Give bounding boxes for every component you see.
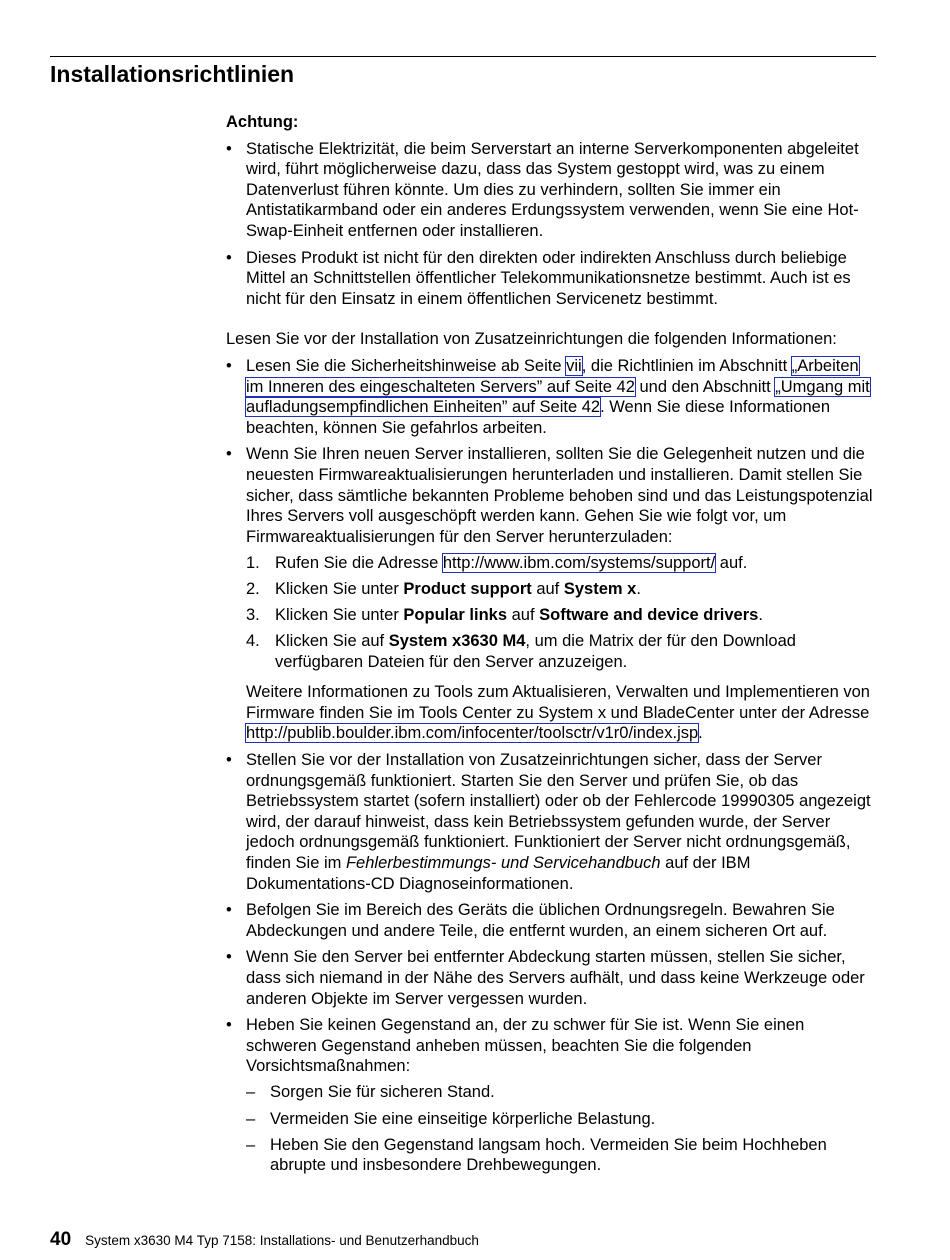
firmware-step: 2. Klicken Sie unter Product support auf System x. [246,579,641,598]
guideline-item-firmware: • Wenn Sie Ihren neuen Server installieren, sollten Sie die Gelegenheit nutzen und die neuesten Firmwareaktualisierungen herunterladen und installieren. Damit stellen Sie sicher, dass sämtliche bekannten Probleme behoben sind und das Leistungspotenzial Ihres Servers voll ausgeschöpft werden kann. Gehen Sie wie folgt vor, um Firmwareaktualisierungen für den Server herunterzuladen: 1. Rufen Sie die Adresse http://www.ibm.com/systems/support/ auf. 2. Klicken Sie unter Product support auf System x. 3. Klicken Sie unter Popular links auf Software and device drivers. 4. Klicken Sie auf System x3630 M4, um die Matrix der für den Download verfügbaren Dateien für den Server anzuzeigen. Weitere Informationen zu Tools zum Aktualisieren, Verwalten und Implementieren von Firmware finden Sie im Tools Center zu System x und BladeCenter unter der Adresse http://publib.boulder.ibm.com/infocenter/toolsctr/v1r0/index.jsp. [226,444,878,744]
guideline-item-verify-server: • Stellen Sie vor der Installation von Zusatzeinrichtungen sicher, dass der Server ordnungsgemäß funktioniert. Starten Sie den Server und prüfen Sie, ob das Betriebssystem startet (sofern installiert) oder ob der Fehlercode 19990305 angezeigt wird, der darauf hinweist, dass kein Betriebssystem gefunden wurde, der Server jedoch ordnungsgemäß funktioniert. Funktioniert der Server nicht ordnungsgemäß, finden Sie im Fehlerbestimmungs- und Servicehandbuch auf der IBM Dokumentations-CD Diagnoseinformationen. [226,750,878,894]
firmware-step: 3. Klicken Sie unter Popular links auf Software and device drivers. [246,605,763,624]
intro-paragraph: Lesen Sie vor der Installation von Zusatzeinrichtungen die folgenden Informationen: [226,330,837,349]
main-content [226,112,878,1176]
header-rule [50,56,876,57]
guideline-item-cover-removed: • Wenn Sie den Server bei entfernter Abdeckung starten müssen, stellen Sie sicher, dass sich niemand in der Nähe des Servers aufhält, und dass keine Werkzeuge oder anderen Objekte im Server vergessen wurden. [226,947,878,1009]
lifting-precaution: – Vermeiden Sie eine einseitige körperliche Belastung. [246,1109,878,1130]
firmware-step: 1. Rufen Sie die Adresse http://www.ibm.com/systems/support/ auf. [246,553,748,572]
ibm-support-link[interactable]: http://www.ibm.com/systems/support/ [442,553,716,572]
firmware-step: 4. Klicken Sie auf System x3630 M4, um die Matrix der für den Download verfügbaren Dateien für den Server anzuzeigen. [246,632,796,671]
static-sensitive-devices-link[interactable]: „Umgang mit aufladungsempfindlichen Einheiten” auf Seite 42 [246,377,870,417]
guideline-item-housekeeping: • Befolgen Sie im Bereich des Geräts die üblichen Ordnungsregeln. Bewahren Sie Abdeckungen und andere Teile, die entfernt wurden, an einem sicheren Ort auf. [226,900,878,941]
tools-center-paragraph: Weitere Informationen zu Tools zum Aktualisieren, Verwalten und Implementieren von Firmware finden Sie im Tools Center zu System x und BladeCenter unter der Adresse http://publib.boulder.ibm.com/infocenter/toolsctr/v1r0/index.jsp. [246,683,870,743]
firmware-steps [246,553,878,672]
page-title: Installationsrichtlinien [50,61,295,87]
page-footer [50,1230,479,1252]
working-inside-server-link[interactable]: „Arbeiten im Inneren des eingeschalteten Servers” auf Seite 42 [246,356,859,396]
guideline-item-safety: • Lesen Sie die Sicherheitshinweise ab Seite vii, die Richtlinien im Abschnitt „Arbeiten im Inneren des eingeschalteten Servers” auf Seite 42 und den Abschnitt „Umgang mit aufladungsempfindlichen Einheiten” auf Seite 42. Wenn Sie diese Informationen beachten, können Sie gefahrlos arbeiten. [226,356,878,438]
lifting-precaution: – Heben Sie den Gegenstand langsam hoch. Vermeiden Sie beim Hochheben abrupte und insbesondere Drehbewegungen. [246,1135,878,1176]
guideline-item-lifting: • Heben Sie keinen Gegenstand an, der zu schwer für Sie ist. Wenn Sie einen schweren Gegenstand anheben müssen, beachten Sie die folgenden Vorsichtsmaßnahmen: – Sorgen Sie für sicheren Stand. – Vermeiden Sie eine einseitige körperliche Belastung. – Heben Sie den Gegenstand langsam hoch. Vermeiden Sie beim Hochheben abrupte und insbesondere Drehbewegungen. [226,1015,878,1176]
guideline-list [226,356,878,1176]
attention-list [226,139,878,310]
problem-determination-guide-title: Fehlerbestimmungs- und Servicehandbuch [345,854,661,872]
safety-page-link[interactable]: vii [566,356,582,375]
attention-heading: Achtung: [226,113,299,131]
footer-title: System x3630 M4 Typ 7158: Installations- und Benutzerhandbuch [85,1233,479,1248]
lifting-precaution: – Sorgen Sie für sicheren Stand. [246,1082,878,1103]
lifting-precautions [246,1082,878,1175]
page-number: 40 [50,1229,72,1250]
attention-item: • Dieses Produkt ist nicht für den direkten oder indirekten Anschluss durch beliebige Mittel an Schnittstellen öffentlicher Telekommunikationsnetze bestimmt. Auch ist es nicht für den Einsatz in einem öffentlichen Servicenetz bestimmt. [226,248,878,310]
tools-center-link[interactable]: http://publib.boulder.ibm.com/infocenter/toolsctr/v1r0/index.jsp [246,724,699,743]
attention-item: • Statische Elektrizität, die beim Serverstart an interne Serverkomponenten abgeleitet wird, führt möglicherweise dazu, dass das System gestoppt wird, was zu einem Datenverlust führen könnte. Um dies zu verhindern, sollten Sie immer ein Antistatikarmband oder ein anderes Erdungssystem verwenden, wenn Sie eine Hot-Swap-Einheit entfernen oder installieren. [226,139,878,242]
